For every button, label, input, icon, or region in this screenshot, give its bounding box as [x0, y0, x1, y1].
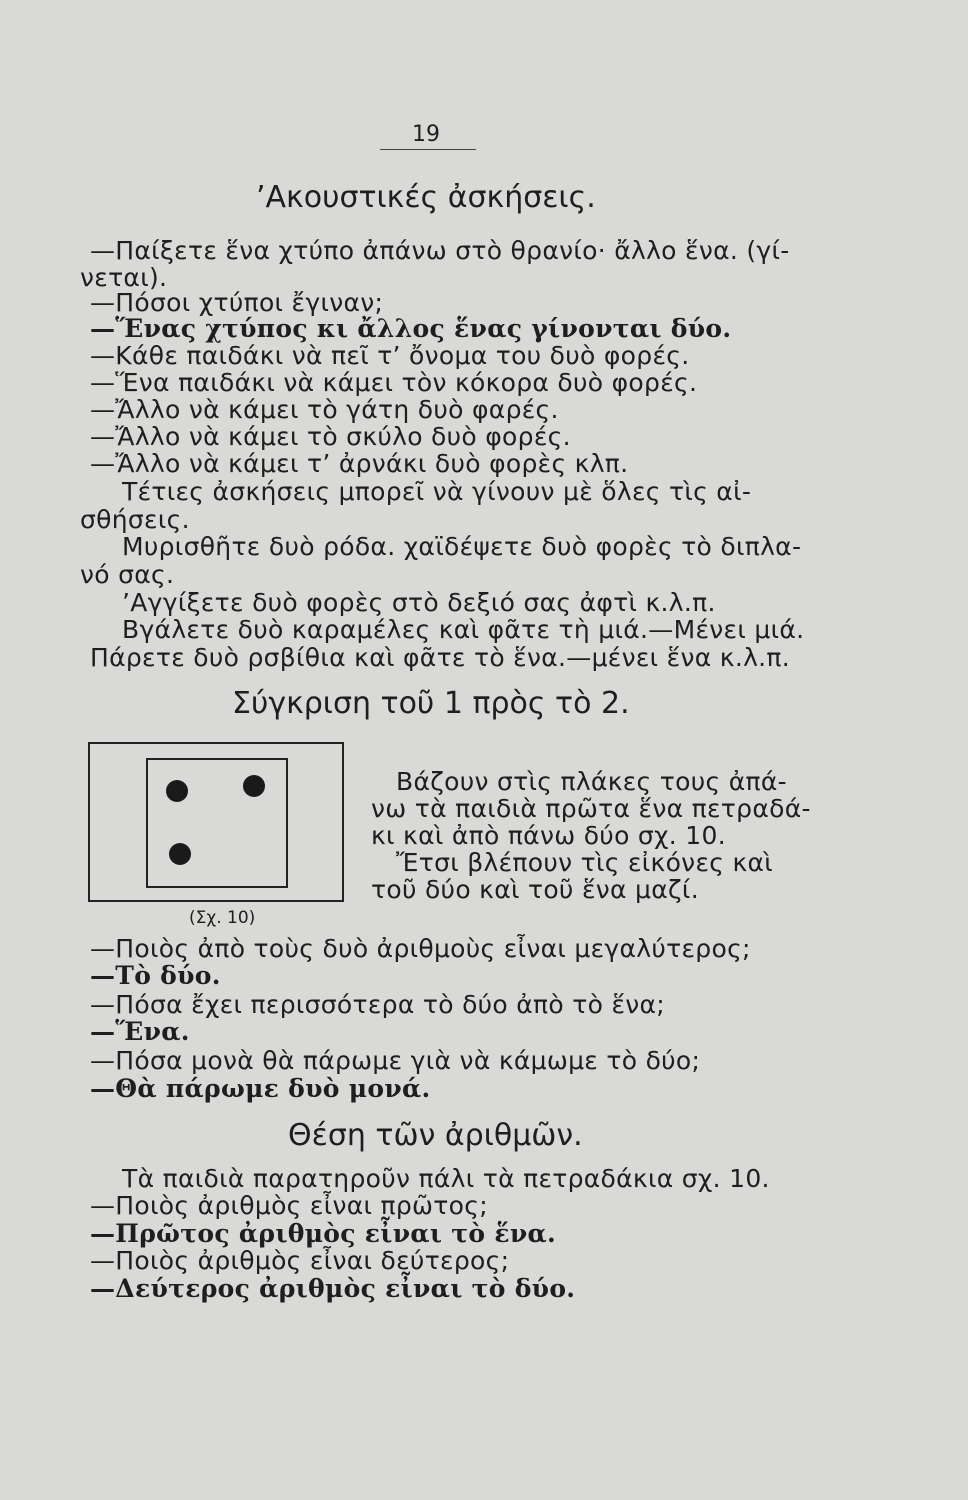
pebble-dot-bottom	[169, 843, 191, 865]
pebble-dot-top-right	[243, 775, 265, 797]
figure-10-frame-inner	[146, 758, 288, 888]
figure-side-text-line: Βάζουν στὶς πλάκες τους ἀπά-	[396, 767, 787, 796]
text-line: —Ποιὸς ἀριθμὸς εἶναι πρῶτος;	[90, 1191, 488, 1220]
text-line: —Ἄλλο νὰ κάμει τὸ σκύλο δυὸ φορές.	[90, 422, 571, 451]
section-heading-acoustic-exercises: ’Ακουστικές ἀσκήσεις.	[256, 180, 596, 215]
page-number: 19	[412, 122, 440, 147]
text-line: —Πόσα ἔχει περισσότερα τὸ δύο ἀπὸ τὸ ἕνα;	[90, 990, 666, 1019]
text-line: —Πόσοι χτύποι ἔγιναν;	[90, 288, 384, 317]
text-line: Τὰ παιδιὰ παρατηροῦν πάλι τὰ πετραδάκια σχ. 10.	[122, 1164, 770, 1193]
figure-caption: (Σχ. 10)	[189, 908, 256, 928]
text-line-answer: —Ἕνας χτύπος κι ἄλλος ἕνας γίνονται δύο.	[90, 314, 732, 343]
text-line: ’Αγγίξετε δυὸ φορὲς στὸ δεξιό σας ἀφτὶ κ.λ.π.	[122, 588, 716, 617]
figure-side-text-line: τοῦ δύο καὶ τοῦ ἕνα μαζί.	[371, 875, 699, 904]
text-line: —Ποιὸς ἀριθμὸς εἶναι δεύτερος;	[90, 1246, 510, 1275]
text-line: —Παίξετε ἕνα χτύπο ἀπάνω στὸ θρανίο· ἄλλο ἕνα. (γί-	[90, 236, 790, 265]
text-line-answer: —Ἕνα.	[90, 1017, 190, 1046]
text-line: —Κάθε παιδάκι νὰ πεῖ τ’ ὄνομα του δυὸ φορές.	[90, 341, 690, 370]
text-line: νεται).	[80, 263, 168, 292]
text-line: Πάρετε δυὸ ρσβίθια καὶ φᾶτε τὸ ἕνα.—μένει ἕνα κ.λ.π.	[90, 643, 791, 672]
text-line: —Ἄλλο νὰ κάμει τ’ ἀρνάκι δυὸ φορὲς κλπ.	[90, 449, 629, 478]
text-line: Τέτιες ἀσκήσεις μπορεῖ νὰ γίνουν μὲ ὅλες τὶς αἰ-	[122, 477, 752, 506]
text-line-answer: —Δεύτερος ἀριθμὸς εἶναι τὸ δύο.	[90, 1274, 576, 1303]
text-line: —Ἕνα παιδάκι νὰ κάμει τὸν κόκορα δυὸ φορές.	[90, 368, 698, 397]
section-heading-position-of-numbers: Θέση τῶν ἀριθμῶν.	[288, 1118, 583, 1153]
text-line: Βγάλετε δυὸ καραμέλες καὶ φᾶτε τὴ μιά.—Μένει μιά.	[122, 615, 805, 644]
text-line-answer: —Τὸ δύο.	[90, 961, 221, 990]
figure-side-text-line: νω τὰ παιδιὰ πρῶτα ἕνα πετραδά-	[371, 794, 811, 823]
text-line: νό σας.	[80, 560, 175, 589]
page-number-rule	[380, 149, 476, 150]
text-line-answer: —Θὰ πάρωμε δυὸ μονά.	[90, 1074, 431, 1103]
text-line: —Πόσα μονὰ θὰ πάρωμε γιὰ νὰ κάμωμε τὸ δύο;	[90, 1046, 701, 1075]
pebble-dot-top-left	[166, 780, 188, 802]
text-line: —Ποιὸς ἀπὸ τοὺς δυὸ ἀριθμοὺς εἶναι μεγαλύτερος;	[90, 934, 751, 963]
figure-side-text-line: κι καὶ ἀπὸ πάνω δύο σχ. 10.	[371, 821, 726, 850]
section-heading-comparison: Σύγκριση τοῦ 1 πρὸς τὸ 2.	[232, 686, 630, 721]
text-line: σθήσεις.	[80, 505, 190, 534]
figure-side-text-line: Ἔτσι βλέπουν τὶς εἰκόνες καὶ	[396, 848, 774, 877]
text-line: Μυρισθῆτε δυὸ ρόδα. χαϊδέψετε δυὸ φορὲς τὸ διπλα-	[122, 532, 802, 561]
text-line: —Ἄλλο νὰ κάμει τὸ γάτη δυὸ φαρές.	[90, 395, 559, 424]
text-line-answer: —Πρῶτος ἀριθμὸς εἶναι τὸ ἕνα.	[90, 1219, 557, 1248]
